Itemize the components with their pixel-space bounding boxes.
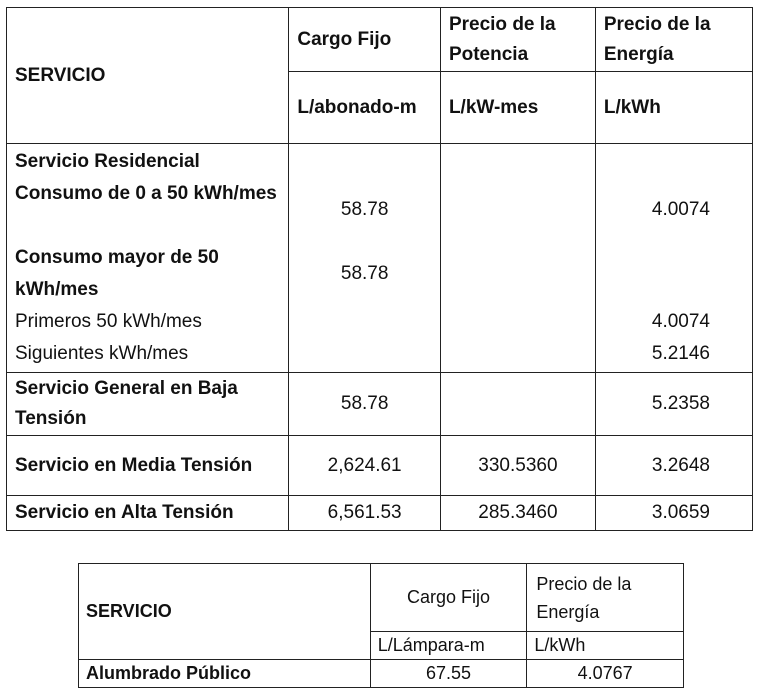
row-cargo: 58.78 — [289, 373, 441, 436]
row-potencia: 330.5360 — [440, 436, 595, 496]
t2-row-energia: 4.0767 — [527, 660, 684, 688]
t2-unit-energia: L/kWh — [527, 632, 684, 660]
residencial-cargo-cell — [289, 144, 441, 373]
unit-cargo-fijo: L/abonado-m — [289, 72, 441, 144]
unit-potencia: L/kW-mes — [440, 72, 595, 144]
t2-header-precio-energia: Precio de la Energía — [527, 564, 684, 632]
row-servicio: Servicio en Media Tensión — [7, 436, 289, 496]
unit-energia: L/kWh — [595, 72, 752, 144]
row-servicio: Servicio en Alta Tensión — [7, 496, 289, 531]
residencial-sub2b: Siguientes kWh/mes — [15, 343, 189, 364]
header-cargo-fijo: Cargo Fijo — [289, 8, 441, 72]
residencial-potencia-cell — [440, 144, 595, 373]
row-cargo: 6,561.53 — [289, 496, 441, 531]
row-potencia: 285.3460 — [440, 496, 595, 531]
residencial-cell — [7, 144, 289, 373]
row-servicio: Servicio General en Baja Tensión — [7, 373, 289, 436]
residencial-sub2b-energia: 5.2146 — [651, 343, 710, 364]
header-precio-energia: Precio de la Energía — [595, 8, 752, 72]
alumbrado-table — [78, 563, 684, 688]
residencial-sub2a: Primeros 50 kWh/mes — [15, 311, 202, 332]
header-servicio: SERVICIO — [7, 8, 289, 144]
row-cargo: 2,624.61 — [289, 436, 441, 496]
residencial-sub1-cargo: 58.78 — [340, 199, 389, 220]
residencial-sub1: Consumo de 0 a 50 kWh/mes — [15, 183, 277, 204]
residencial-sub2-cargo: 58.78 — [340, 263, 389, 284]
tariff-table — [6, 7, 753, 531]
row-potencia — [440, 373, 595, 436]
residencial-sub2a-energia: 4.0074 — [651, 311, 710, 332]
row-energia: 3.0659 — [595, 496, 752, 531]
residencial-title: Servicio Residencial — [15, 151, 200, 172]
residencial-sub1-energia: 4.0074 — [651, 199, 710, 220]
residencial-sub2: Consumo mayor de 50 kWh/mes — [15, 247, 219, 300]
row-energia: 5.2358 — [595, 373, 752, 436]
t2-row-servicio: Alumbrado Público — [79, 660, 371, 688]
row-energia: 3.2648 — [595, 436, 752, 496]
t2-unit-cargo: L/Lámpara-m — [370, 632, 527, 660]
residencial-energia-cell — [595, 144, 752, 373]
t2-header-servicio: SERVICIO — [79, 564, 371, 660]
header-precio-potencia: Precio de la Potencia — [440, 8, 595, 72]
t2-header-cargo-fijo: Cargo Fijo — [370, 564, 527, 632]
t2-row-cargo: 67.55 — [370, 660, 527, 688]
